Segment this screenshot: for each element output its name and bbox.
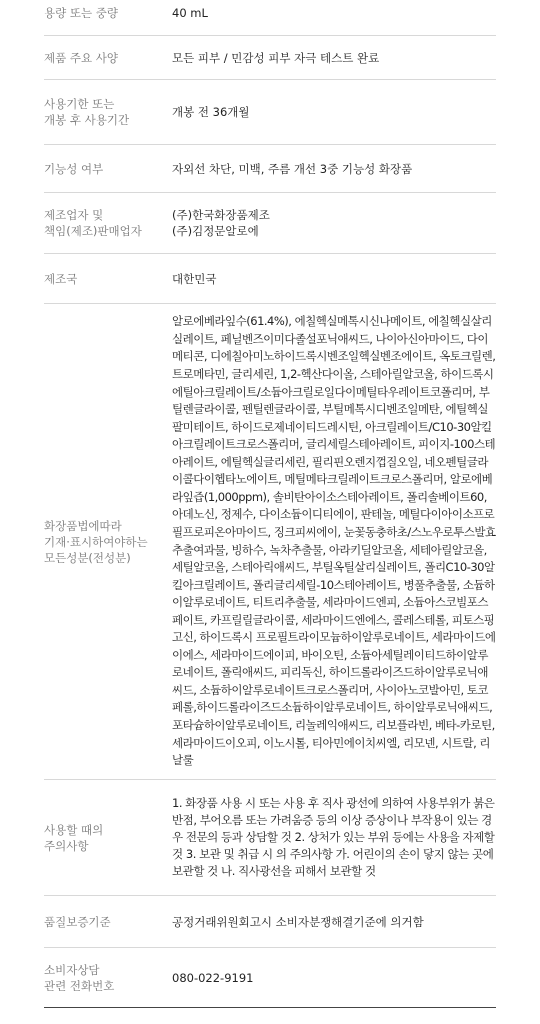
- row-value: 모든 피부 / 민감성 피부 자극 테스트 완료: [172, 50, 380, 65]
- row-label: 사용기한 또는 개봉 후 사용기간: [44, 97, 130, 127]
- table-row: [44, 896, 496, 948]
- row-value: 공정거래위원회고시 소비자분쟁해결기준에 의거함: [172, 914, 424, 929]
- table-row: [44, 304, 496, 780]
- cautions-text: 1. 화장품 사용 시 또는 사용 후 직사 광선에 의하여 사용부위가 붉은 반점, 부어오름 또는 가려움증 등의 이상 증상이나 부작용이 있는 경우 전문의 등과 상담할 것 2. 상처가 있는 부위 등에는 사용을 자제할 것 3. 보관 및 취급 시 의 주의사항 가. 어린이의 손이 닿지 않는 곳에 보관할 것 나. 직사광선을 피해서 보관할 것: [172, 796, 495, 878]
- table-row: [44, 80, 496, 145]
- row-value: (주)한국화장품제조 (주)김정문알로에: [172, 208, 270, 238]
- table-row: [44, 254, 496, 304]
- table-row: [44, 0, 496, 36]
- phone-number: 080-022-9191: [172, 970, 254, 985]
- row-label: 품질보증기준: [44, 914, 111, 929]
- row-value: 개봉 전 36개월: [172, 105, 250, 119]
- row-label: 제조국: [44, 271, 78, 286]
- table-row: [44, 193, 496, 254]
- row-value: 자외선 차단, 미백, 주름 개선 3중 기능성 화장품: [172, 161, 413, 176]
- row-label: 소비자상담 관련 전화번호: [44, 962, 115, 993]
- row-value: 40 mL: [172, 5, 208, 20]
- row-value: 대한민국: [172, 271, 217, 286]
- table-row: [44, 948, 496, 1008]
- table-row: [44, 36, 496, 80]
- row-label: 제품 주요 사양: [44, 50, 118, 65]
- ingredients-list: 알로에베라잎수(61.4%), 에칠헥실메톡시신나메이트, 에칠헥실살리실레이트, 페닐벤즈이미다졸설포닉애씨드, 나이아신아마이드, 다이메티콘, 디에칠아미노하이드록시벤조일헥실벤조에이트, 옥토크릴렌, 트로메타민, 글리세린, 1,2-헥산다이올, 스테아릴알코올, 하이드록시에틸아크릴레이트/소듐아크릴로일다이메틸타우레이트코폴리머, 부틸렌글라이콜, 펜틸렌글라이콜, 부틸메톡시디벤조일메탄, 에틸헥실팔미테이트, 하이드로제네이티드레시틴, 아크릴레이트/C10-30알킬아크릴레이트크로스폴리머, 글리세릴스테아레이트, 피이지-100스테아레이트, 에틸헥실글리세린, 필리핀오렌지껍질오일, 네오펜틸글라이콜다이헵타노에이트, 메틸메타크릴레이트크로스폴리머, 알로에베라잎즙(1,000ppm), 솔비탄아이소스테아레이트, 폴리솔베이트60, 아데노신, 정제수, 다이소듐이디티에이, 판테놀, 메틸다이아이소프로필프로피온아마이드, 징크피씨에이, 눈꽃동충하초/스노우로투스발효추출여과물, 빙하수, 녹차추출물, 아라키딜알코올, 세테아릴알코올, 세틸알코올, 스테아릭애씨드, 부틸옥틸살리실레이트, 폴리C10-30알킬아크릴레이트, 폴리글리세릴-10스테아레이트, 병풀추출물, 소듐하이알루로네이트, 티트리추출물, 세라마이드엔피, 소듐아스코빌포스페이트, 카프릴릴글라이콜, 세라마이드엔에스, 콜레스테롤, 피토스핑고신, 하이드록시 프로필트라이모늄하이알루로네이트, 세라마이드에이에스, 세라마이드에이피, 바이오틴, 소듐아세틸레이티드하이알루로네이트, 폴릭애씨드, 피리독신, 하이드롤라이즈드하이알루로닉애씨드, 소듐하이알루로네이트크로스폴리머, 사이아노코발아민, 토코페롤,하이드롤라이즈드소듐하이알루로네이트, 하이알루로닉애씨드, 포타슘하이알루로네이트, 리놀레익애씨드, 리보플라빈, 베타-카로틴, 세라마이드이오피, 이노시톨, 티아민에이치씨엘, 리모넨, 시트랄, 리날룰: [172, 314, 496, 768]
- row-label: 사용할 때의 주의사항: [44, 822, 104, 853]
- row-label: 제조업자 및 책임(제조)판매업자: [44, 208, 142, 238]
- product-info-table: [44, 0, 496, 1008]
- row-label: 기능성 여부: [44, 161, 104, 176]
- row-label: 용량 또는 중량: [44, 5, 118, 20]
- row-label: 화장품법에따라 기재·표시하여야하는 모든성분(전성분): [44, 518, 148, 565]
- table-row: [44, 145, 496, 193]
- table-row: [44, 780, 496, 896]
